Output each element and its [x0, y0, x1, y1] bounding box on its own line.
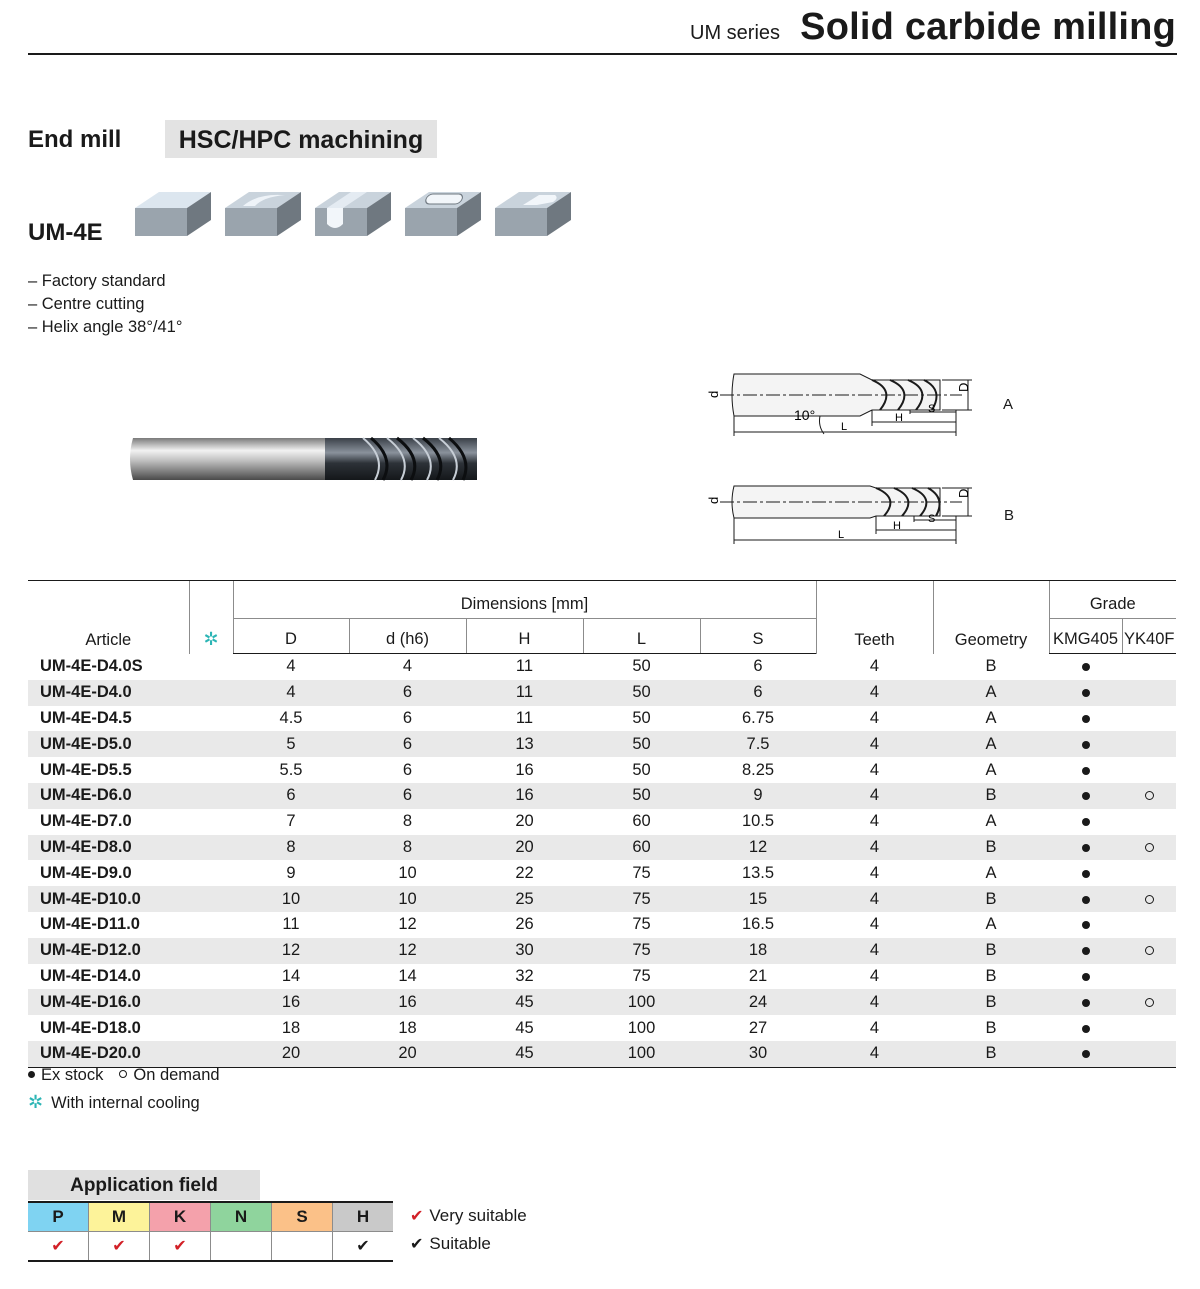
geometry-cell: A	[933, 680, 1049, 706]
yk40f-cell	[1122, 886, 1176, 912]
yk40f-cell	[1122, 912, 1176, 938]
col-grade: Grade	[1049, 581, 1176, 619]
ex-stock-icon	[1082, 715, 1090, 723]
cooling-cell	[189, 809, 233, 835]
drawing-b-d: d	[706, 496, 721, 504]
ex-stock-icon	[1082, 792, 1090, 800]
d-cell: 6	[402, 760, 413, 779]
very-suitable-label: Very suitable	[429, 1206, 527, 1225]
on-demand-label: On demand	[133, 1066, 220, 1084]
cooling-cell	[189, 731, 233, 757]
table-row	[28, 757, 1176, 783]
H-cell: 16	[466, 783, 583, 809]
material-group-n: N	[211, 1202, 272, 1232]
col-kmg405: KMG405	[1049, 619, 1122, 654]
ex-stock-label: Ex stock	[41, 1066, 104, 1084]
table-row	[28, 680, 1176, 706]
drawing-a-angle: 10°	[794, 407, 816, 423]
yk40f-cell	[1122, 989, 1176, 1015]
on-demand-icon	[1145, 791, 1154, 800]
D-cell: 9	[286, 863, 296, 882]
page-title: Solid carbide milling	[800, 6, 1176, 48]
block-ramp-pocket-icon	[493, 180, 573, 240]
H-cell: 22	[515, 863, 534, 882]
material-rating-h	[333, 1232, 394, 1262]
cooling-cell	[189, 886, 233, 912]
d-cell: 20	[349, 1041, 466, 1067]
ex-stock-icon	[1082, 947, 1090, 955]
application-field-title: Application field	[28, 1170, 260, 1200]
H-cell: 45	[515, 1018, 534, 1037]
article-cell: UM-4E-D4.5	[40, 708, 132, 727]
end-mill-image	[125, 436, 485, 484]
geometry-cell: A	[933, 731, 1049, 757]
L-cell: 50	[583, 731, 700, 757]
header-divider	[28, 53, 1177, 55]
S-cell: 9	[700, 783, 816, 809]
geometry-cell: A	[985, 812, 997, 831]
article-cell: UM-4E-D4.0	[28, 680, 189, 706]
d-cell: 10	[349, 886, 466, 912]
kmg405-cell	[1049, 809, 1122, 835]
article-cell: UM-4E-D12.0	[28, 938, 189, 964]
d-cell: 14	[398, 966, 417, 985]
S-cell: 13.5	[741, 863, 775, 882]
D-cell: 12	[233, 938, 349, 964]
D-cell: 4.5	[279, 708, 303, 727]
block-groove-icon	[313, 180, 393, 240]
teeth-cell: 4	[816, 1041, 933, 1067]
drawing-a-d: d	[706, 390, 721, 398]
teeth-cell: 4	[869, 812, 880, 831]
geometry-cell: B	[985, 966, 997, 985]
D-cell: 6	[233, 783, 349, 809]
article-cell: UM-4E-D11.0	[40, 915, 140, 934]
material-group-s: S	[272, 1202, 333, 1232]
article-cell: UM-4E-D10.0	[28, 886, 189, 912]
D-cell: 4	[233, 680, 349, 706]
kmg405-cell	[1049, 912, 1122, 938]
D-cell: 10	[233, 886, 349, 912]
yk40f-cell	[1122, 835, 1176, 861]
table-row	[28, 783, 1176, 809]
col-dimensions: Dimensions [mm]	[233, 581, 816, 619]
ex-stock-icon	[1082, 663, 1090, 671]
col-d: d (h6)	[349, 619, 466, 654]
suitable-label: Suitable	[429, 1234, 491, 1253]
H-cell: 20	[466, 835, 583, 861]
article-cell: UM-4E-D7.0	[40, 812, 132, 831]
H-cell: 16	[515, 760, 534, 779]
table-row	[28, 731, 1176, 757]
col-yk40f: YK40F	[1122, 619, 1176, 654]
ex-stock-icon	[1082, 921, 1090, 929]
geometry-cell: B	[933, 886, 1049, 912]
d-cell: 6	[349, 731, 466, 757]
teeth-cell: 4	[816, 989, 933, 1015]
D-cell: 4	[286, 657, 296, 676]
yk40f-cell	[1122, 809, 1176, 835]
col-article: Article	[28, 581, 189, 654]
teeth-cell: 4	[869, 708, 880, 727]
d-cell: 6	[402, 708, 413, 727]
S-cell: 6.75	[741, 708, 775, 727]
drawing-a-D: D	[956, 382, 971, 392]
drawing-a-S: S	[928, 403, 936, 415]
drawing-b-L: L	[838, 529, 845, 541]
teeth-cell: 4	[869, 657, 880, 676]
cooling-cell	[189, 654, 233, 680]
kmg405-cell	[1049, 989, 1122, 1015]
kmg405-cell	[1049, 886, 1122, 912]
H-cell: 11	[515, 708, 534, 727]
teeth-cell: 4	[869, 915, 880, 934]
kmg405-cell	[1049, 835, 1122, 861]
geometry-cell: B	[933, 989, 1049, 1015]
article-cell: UM-4E-D5.0	[28, 731, 189, 757]
article-cell: UM-4E-D4.0S	[40, 657, 143, 676]
S-cell: 8.25	[741, 760, 775, 779]
L-cell: 60	[632, 812, 651, 831]
yk40f-cell	[1122, 757, 1176, 783]
drawing-a-H: H	[895, 412, 903, 424]
article-cell: UM-4E-D14.0	[40, 966, 141, 985]
geometry-cell: A	[985, 708, 997, 727]
teeth-cell: 4	[869, 760, 880, 779]
cooling-cell	[189, 989, 233, 1015]
L-cell: 75	[583, 938, 700, 964]
L-cell: 100	[583, 989, 700, 1015]
article-cell: UM-4E-D8.0	[28, 835, 189, 861]
material-rating-n	[211, 1232, 272, 1262]
ex-stock-icon	[1082, 1050, 1090, 1058]
article-cell: UM-4E-D6.0	[28, 783, 189, 809]
S-cell: 6	[700, 680, 816, 706]
geometry-cell: B	[933, 835, 1049, 861]
on-demand-icon	[1145, 843, 1154, 852]
L-cell: 100	[583, 1041, 700, 1067]
cooling-cell	[189, 860, 233, 886]
L-cell: 75	[583, 886, 700, 912]
table-row	[28, 912, 1176, 938]
on-demand-icon	[1145, 895, 1154, 904]
H-cell: 45	[466, 1041, 583, 1067]
kmg405-cell	[1049, 1015, 1122, 1041]
col-teeth: Teeth	[816, 581, 933, 654]
drawing-b-label: B	[1004, 507, 1015, 524]
feature-item: – Factory standard	[28, 272, 166, 290]
suitability-legend	[410, 1202, 527, 1258]
ex-stock-icon	[1082, 741, 1090, 749]
feature-item: – Centre cutting	[28, 295, 145, 313]
kmg405-cell	[1049, 680, 1122, 706]
d-cell: 6	[349, 783, 466, 809]
D-cell: 8	[233, 835, 349, 861]
yk40f-cell	[1122, 783, 1176, 809]
feature-item: – Helix angle 38°/41°	[28, 318, 183, 336]
S-cell: 27	[748, 1018, 768, 1037]
article-cell: UM-4E-D9.0	[40, 863, 132, 882]
yk40f-cell	[1122, 654, 1176, 680]
d-cell: 12	[398, 915, 417, 934]
S-cell: 12	[700, 835, 816, 861]
geometry-cell: B	[985, 657, 997, 676]
cooling-cell	[189, 1015, 233, 1041]
table-row	[28, 809, 1176, 835]
kmg405-cell	[1049, 706, 1122, 732]
d-cell: 8	[402, 812, 413, 831]
kmg405-cell	[1049, 1041, 1122, 1067]
col-S: S	[700, 619, 816, 654]
yk40f-cell	[1122, 1041, 1176, 1067]
ex-stock-icon	[1082, 767, 1090, 775]
H-cell: 13	[466, 731, 583, 757]
table-row	[28, 706, 1176, 732]
geometry-cell: A	[985, 863, 997, 882]
material-rating-m	[89, 1232, 150, 1262]
S-cell: 18	[700, 938, 816, 964]
availability-legend	[28, 1062, 220, 1117]
block-slot-icon	[223, 180, 303, 240]
table-row	[28, 1015, 1176, 1041]
material-group-p: P	[28, 1202, 89, 1232]
tool-type: End mill	[28, 126, 122, 153]
red-check-icon: ✔	[173, 1238, 187, 1255]
ex-stock-icon	[1082, 844, 1090, 852]
ex-stock-icon	[1082, 999, 1090, 1007]
S-cell: 10.5	[741, 812, 775, 831]
application-field-table	[28, 1201, 393, 1262]
H-cell: 26	[515, 915, 534, 934]
ex-stock-icon	[1082, 973, 1090, 981]
table-row	[28, 835, 1176, 861]
drawing-b-H: H	[893, 520, 901, 532]
geometry-cell: B	[933, 783, 1049, 809]
kmg405-cell	[1049, 757, 1122, 783]
table-row	[28, 964, 1176, 990]
article-cell: UM-4E-D16.0	[28, 989, 189, 1015]
yk40f-cell	[1122, 964, 1176, 990]
d-cell: 16	[349, 989, 466, 1015]
material-rating-s	[272, 1232, 333, 1262]
table-row	[28, 886, 1176, 912]
cooling-cell	[189, 783, 233, 809]
cooling-cell	[189, 835, 233, 861]
material-rating-k	[150, 1232, 211, 1262]
d-cell: 6	[349, 680, 466, 706]
H-cell: 11	[515, 657, 534, 676]
yk40f-cell	[1122, 1015, 1176, 1041]
H-cell: 32	[515, 966, 534, 985]
block-face-icon	[133, 180, 213, 240]
D-cell: 14	[281, 966, 301, 985]
series-label: UM series	[690, 22, 781, 44]
L-cell: 75	[632, 915, 651, 934]
spec-table-body	[28, 654, 1176, 1068]
ex-stock-icon	[1082, 870, 1090, 878]
L-cell: 50	[583, 680, 700, 706]
kmg405-cell	[1049, 938, 1122, 964]
L-cell: 50	[583, 783, 700, 809]
drawing-geometry-b	[700, 472, 1040, 552]
D-cell: 18	[281, 1018, 301, 1037]
geometry-cell: A	[985, 760, 997, 779]
S-cell: 6	[753, 657, 763, 676]
yk40f-cell	[1122, 860, 1176, 886]
feature-list	[28, 270, 182, 339]
teeth-cell: 4	[816, 886, 933, 912]
red-check-icon: ✔	[51, 1238, 65, 1255]
red-check-icon: ✔	[112, 1238, 126, 1255]
D-cell: 7	[286, 812, 296, 831]
snowflake-icon: ✲	[203, 628, 219, 649]
drawing-geometry-a	[700, 360, 1040, 440]
material-rating-p	[28, 1232, 89, 1262]
L-cell: 100	[627, 1018, 656, 1037]
machining-badge: HSC/HPC machining	[165, 120, 437, 158]
teeth-cell: 4	[816, 731, 933, 757]
teeth-cell: 4	[816, 783, 933, 809]
kmg405-cell	[1049, 964, 1122, 990]
geometry-cell: B	[933, 1041, 1049, 1067]
d-cell: 12	[349, 938, 466, 964]
S-cell: 7.5	[700, 731, 816, 757]
drawing-a-L: L	[841, 421, 848, 433]
d-cell: 4	[402, 657, 413, 676]
H-cell: 25	[466, 886, 583, 912]
col-L: L	[583, 619, 700, 654]
geometry-cell: A	[985, 915, 997, 934]
D-cell: 11	[282, 915, 300, 934]
geometry-cell: B	[933, 938, 1049, 964]
L-cell: 75	[632, 863, 651, 882]
L-cell: 50	[632, 657, 651, 676]
L-cell: 60	[583, 835, 700, 861]
H-cell: 45	[466, 989, 583, 1015]
S-cell: 21	[748, 966, 768, 985]
S-cell: 24	[700, 989, 816, 1015]
col-D: D	[233, 619, 349, 654]
table-row	[28, 860, 1176, 886]
table-row	[28, 654, 1176, 680]
col-cooling	[189, 581, 233, 654]
teeth-cell: 4	[869, 863, 880, 882]
ex-stock-icon	[1082, 818, 1090, 826]
table-row	[28, 989, 1176, 1015]
yk40f-cell	[1122, 706, 1176, 732]
drawing-b-D: D	[956, 488, 971, 498]
H-cell: 20	[515, 812, 534, 831]
cooling-cell	[189, 964, 233, 990]
cooling-cell	[189, 912, 233, 938]
ex-stock-icon	[28, 1071, 35, 1078]
drawing-a-label: A	[1003, 396, 1014, 413]
spec-table	[28, 580, 1176, 1068]
material-group-m: M	[89, 1202, 150, 1232]
cooling-cell	[189, 680, 233, 706]
geometry-cell: B	[985, 1018, 997, 1037]
S-cell: 16.5	[741, 915, 775, 934]
ex-stock-icon	[1082, 1025, 1090, 1033]
snowflake-icon: ✲	[28, 1092, 44, 1112]
teeth-cell: 4	[816, 938, 933, 964]
article-cell: UM-4E-D18.0	[40, 1018, 141, 1037]
L-cell: 75	[632, 966, 651, 985]
d-cell: 8	[349, 835, 466, 861]
material-group-k: K	[150, 1202, 211, 1232]
D-cell: 16	[233, 989, 349, 1015]
S-cell: 30	[700, 1041, 816, 1067]
black-check-icon: ✔	[410, 1236, 424, 1253]
kmg405-cell	[1049, 654, 1122, 680]
L-cell: 50	[632, 708, 651, 727]
teeth-cell: 4	[869, 966, 880, 985]
table-row	[28, 938, 1176, 964]
cooling-cell	[189, 938, 233, 964]
article-cell: UM-4E-D20.0	[28, 1041, 189, 1067]
ex-stock-icon	[1082, 689, 1090, 697]
L-cell: 50	[632, 760, 651, 779]
D-cell: 20	[233, 1041, 349, 1067]
d-cell: 18	[398, 1018, 417, 1037]
drawing-b-S: S	[928, 513, 936, 525]
S-cell: 15	[700, 886, 816, 912]
article-cell: UM-4E-D5.5	[40, 760, 132, 779]
on-demand-icon	[1145, 946, 1154, 955]
col-geometry: Geometry	[933, 581, 1049, 654]
H-cell: 11	[466, 680, 583, 706]
kmg405-cell	[1049, 860, 1122, 886]
red-check-icon: ✔	[410, 1208, 424, 1225]
D-cell: 5.5	[279, 760, 303, 779]
yk40f-cell	[1122, 731, 1176, 757]
kmg405-cell	[1049, 731, 1122, 757]
teeth-cell: 4	[816, 835, 933, 861]
kmg405-cell	[1049, 783, 1122, 809]
black-check-icon: ✔	[356, 1238, 370, 1255]
col-H: H	[466, 619, 583, 654]
on-demand-icon	[119, 1070, 127, 1078]
teeth-cell: 4	[869, 1018, 880, 1037]
D-cell: 5	[233, 731, 349, 757]
yk40f-cell	[1122, 680, 1176, 706]
yk40f-cell	[1122, 938, 1176, 964]
model-name: UM-4E	[28, 219, 103, 246]
internal-cooling-label: With internal cooling	[51, 1094, 200, 1112]
material-group-h: H	[333, 1202, 394, 1232]
cooling-cell	[189, 757, 233, 783]
ex-stock-icon	[1082, 896, 1090, 904]
cooling-cell	[189, 706, 233, 732]
block-pocket-icon	[403, 180, 483, 240]
teeth-cell: 4	[816, 680, 933, 706]
H-cell: 30	[466, 938, 583, 964]
on-demand-icon	[1145, 998, 1154, 1007]
d-cell: 10	[398, 863, 417, 882]
